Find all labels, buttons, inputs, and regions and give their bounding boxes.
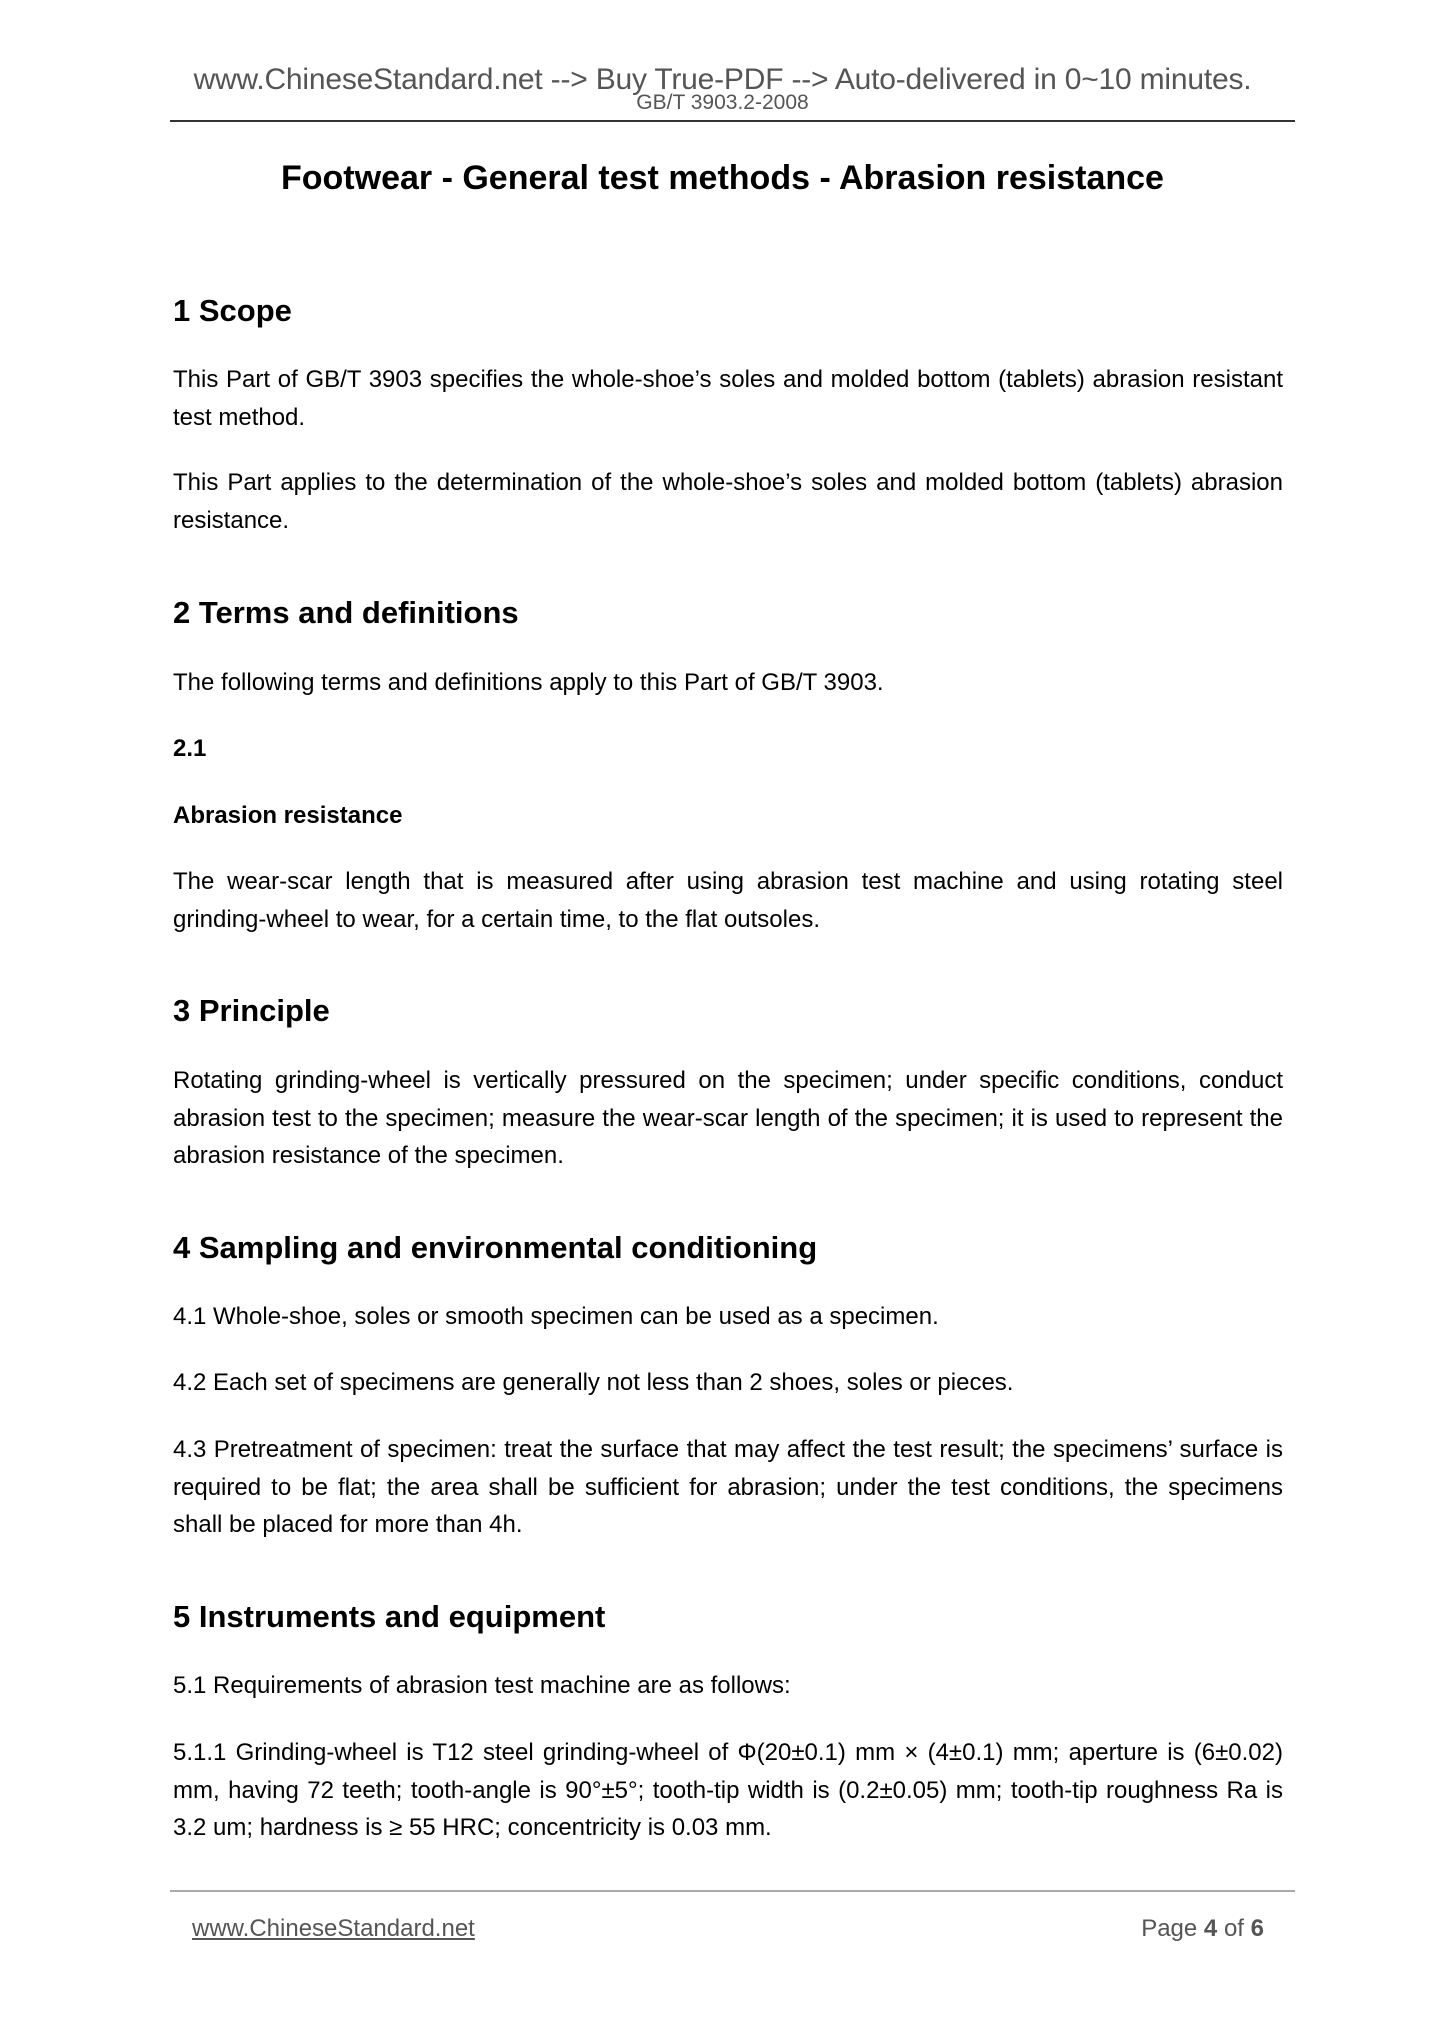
page-indicator <box>1141 1914 1264 1944</box>
standard-code: GB/T 3903.2-2008 <box>636 91 809 114</box>
header-banner: www.ChineseStandard.net --> Buy True-PDF --> Auto-delivered in 0~10 minutes. <box>193 63 1252 96</box>
paragraph: This Part applies to the determination of the whole-shoe’s soles and molded bottom (tablets) abrasion resistance. <box>173 469 1283 534</box>
page-label: Page <box>1141 1915 1198 1942</box>
paragraph: Rotating grinding-wheel is vertically pressured on the specimen; under specific conditions, conduct abrasion test to the specimen; measure the wear-scar length of the specimen; it is used to represent the abrasion resistance of the specimen. <box>173 1067 1283 1169</box>
section-heading-terms: 2 Terms and definitions <box>173 595 519 630</box>
paragraph: 5.1 Requirements of abrasion test machine are as follows: <box>173 1672 791 1699</box>
paragraph: 4.2 Each set of specimens are generally not less than 2 shoes, soles or pieces. <box>173 1369 1014 1396</box>
header-divider <box>170 120 1295 122</box>
section-heading-scope: 1 Scope <box>173 293 292 328</box>
term-name: Abrasion resistance <box>173 802 403 829</box>
term-number: 2.1 <box>173 735 207 762</box>
section-heading-sampling: 4 Sampling and environmental conditioning <box>173 1230 818 1265</box>
footer-website-link[interactable]: www.ChineseStandard.net <box>192 1915 475 1942</box>
of-label: of <box>1223 1915 1244 1942</box>
page-title: Footwear - General test methods - Abrasion resistance <box>281 159 1164 197</box>
paragraph: The following terms and definitions apply to this Part of GB/T 3903. <box>173 669 884 696</box>
paragraph: 5.1.1 Grinding-wheel is T12 steel grinding-wheel of Φ(20±0.1) mm × (4±0.1) mm; aperture is (6±0.02) mm, having 72 teeth; tooth-angle is 90°±5°; tooth-tip width is (0.2±0.05) mm; tooth-tip roughness Ra is 3.2 um; hardness is ≥ 55 HRC; concentricity is 0.03 mm. <box>173 1739 1283 1841</box>
page-current: 4 <box>1203 1915 1218 1942</box>
footer-divider <box>170 1890 1295 1892</box>
section-heading-principle: 3 Principle <box>173 993 330 1028</box>
paragraph: 4.1 Whole-shoe, soles or smooth specimen can be used as a specimen. <box>173 1303 939 1330</box>
section-heading-instruments: 5 Instruments and equipment <box>173 1599 606 1634</box>
paragraph: This Part of GB/T 3903 specifies the whole-shoe’s soles and molded bottom (tablets) abrasion resistant test method. <box>173 366 1283 431</box>
page-total: 6 <box>1250 1915 1264 1942</box>
paragraph: 4.3 Pretreatment of specimen: treat the surface that may affect the test result; the specimens’ surface is required to be flat; the area shall be sufficient for abrasion; under the test conditions, the specimens shall be placed for more than 4h. <box>173 1436 1283 1538</box>
term-definition: The wear-scar length that is measured after using abrasion test machine and using rotating steel grinding-wheel to wear, for a certain time, to the flat outsoles. <box>173 868 1283 933</box>
